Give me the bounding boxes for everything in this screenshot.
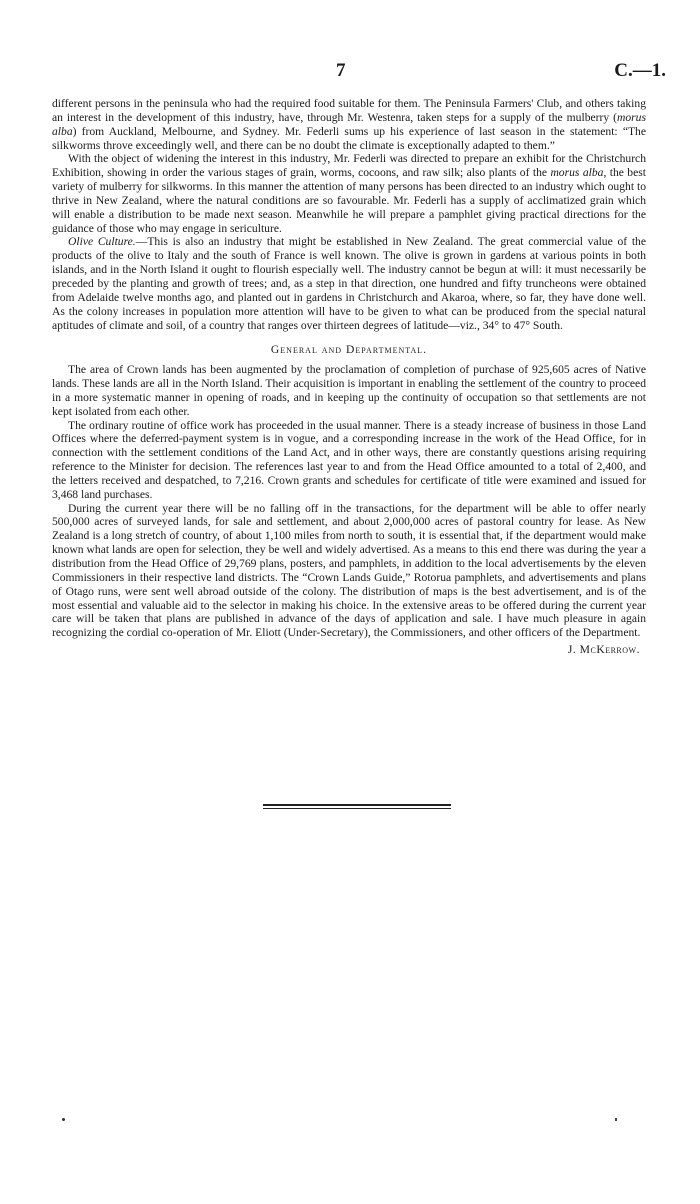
paragraph-exhibition: With the object of widening the interest in this industry, Mr. Federli was directed to prepare an exhibit for the Christchurch Exhibition, showing in order the various stages of grain, worms, cocoons, and raw silk; also plants of the morus alba, the best variety of mulberry for silkworms. In this manner the attention of many persons has been directed to an industry which ought to thrive in New Zealand, where the natural conditions are so favourable. Mr. Federli has a supply of acclimatized grain which will enable a distribution to be made next season. Meanwhile he will prepare a pamphlet giving practical directions for the guidance of those who may engage in sericulture. — [52, 152, 646, 235]
page-header — [0, 60, 700, 82]
paragraph-crown-lands: The area of Crown lands has been augmented by the proclamation of completion of purchase of 925,605 acres of Native lands. These lands are all in the North Island. Their acquisition is important in enabling the settlement of the country to proceed in a more systematic manner in opening of roads, and in keeping up the continuity of occupation so that settlements are not kept isolated from each other. — [52, 363, 646, 418]
paragraph-current-year: During the current year there will be no falling off in the transactions, for the department will be able to offer nearly 500,000 acres of surveyed lands, for sale and settlement, and about 2,000,000 acres of pastoral country for lease. As New Zealand is a long stretch of country, of about 1,100 miles from north to south, it is essential that, if the department would make known what lands are open for selection, they be well and widely advertised. As a means to this end there was during the year a distribution from the Head Office of 29,769 plans, posters, and pamphlets, in addition to the local advertisements by the eleven Commissioners in their respective land districts. The “Crown Lands Guide,” Rotorua pamphlets, and advertisements and plans of Otago runs, were sent well abroad outside of the colony. The distribution of maps is the best advertisement, and is of the most essential and valuable aid to the selector in making his choice. In the extensive areas to be offered during the current year care will be taken that plans are published in advance of the days of application and sale. I have much pleasure in again recognizing the cordial co-operation of Mr. Eliott (Under-Secretary), the Commissioners, and other officers of the Department. — [52, 501, 646, 640]
scan-speck — [615, 1118, 617, 1121]
scan-speck — [62, 1118, 65, 1121]
page-body — [52, 97, 646, 657]
signature: J. McKerrow. — [567, 643, 640, 657]
document-reference: C.—1. — [614, 60, 666, 81]
species-name: morus alba — [550, 166, 604, 180]
section-heading: General and Departmental. — [270, 343, 428, 357]
paragraph-office-work: The ordinary routine of office work has proceeded in the usual manner. There is a steady increase of business in those Land Offices where the deferred-payment system is in vogue, and a corresponding increase in the work of the Head Office, for in connection with the settlement conditions of the Land Act, and in other ways, there are constantly questions arising requiring reference to the Minister for decision. The references last year to and from the Head Office amounted to a total of 2,400, and the letters received and despatched, to 7,216. Crown grants and schedules for certificate of title were examined and issued for 3,468 land purchases. — [52, 418, 646, 501]
species-name: morus alba — [52, 110, 646, 138]
olive-culture-heading: Olive Culture. — [68, 235, 136, 249]
paragraph-silkworm-supply: different persons in the peninsula who had the required food suitable for them. The Peninsula Farmers' Club, and others taking an interest in the development of this industry, have, through Mr. Westenra, taken steps for a supply of the mulberry (morus alba) from Auckland, Melbourne, and Sydney. Mr. Federli sums up his experience of last season in the statement: “The silkworms throve exceedingly well, and there can be no doubt the climate is exceptionally adapted to them.” — [52, 97, 646, 152]
closing-rule-thin — [263, 808, 451, 809]
paragraph-olive-culture: Olive Culture.—This is also an industry that might be established in New Zealand. The great commercial value of the products of the olive to Italy and the south of France is well known. The olive is grown in gardens at various points in both islands, and in the North Island it ought to flourish especially well. The industry cannot be begun at will: it must necessarily be preceded by the planting and growth of trees; and, as a step in that direction, one hundred and fifty truncheons were obtained from Adelaide twelve months ago, and planted out in gardens in Christchurch and Akaroa, where, so far, they have done well. As the colony increases in population more attention will have to be given to what can be produced from the special natural aptitudes of climate and soil, of a country that ranges over thirteen degrees of latitude—viz., 34° to 47° South. — [52, 235, 646, 332]
page-number: 7 — [336, 60, 346, 81]
closing-rule — [263, 804, 451, 806]
